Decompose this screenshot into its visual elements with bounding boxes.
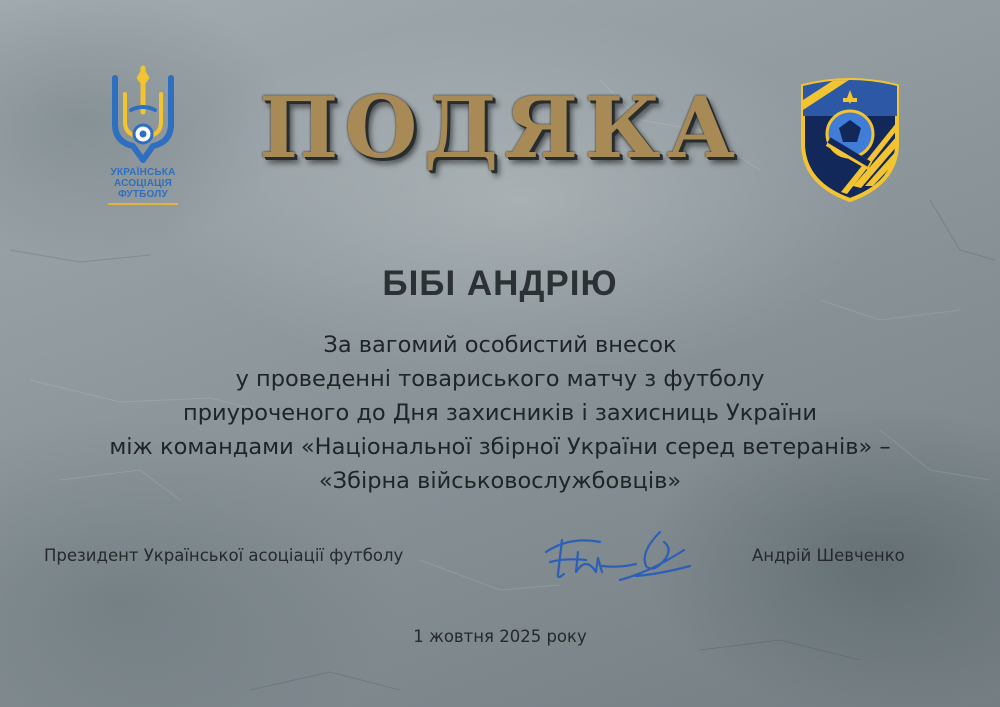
recipient-name: БІБІ АНДРІЮ (382, 264, 618, 303)
uaf-logo-underline (108, 203, 178, 205)
signatory-name: Андрій Шевченко (752, 546, 905, 565)
uaf-logo-line-1: УКРАЇНСЬКА (110, 167, 176, 178)
body-line-3: приуроченого до Дня захисників і захисниць України (183, 400, 817, 426)
certificate-body (20, 328, 980, 498)
certificate-title: ПОДЯКА (258, 78, 742, 177)
body-line-5: «Збірна військовослужбовців» (318, 468, 682, 494)
body-line-4: між командами «Національної збірної України серед ветеранів» – (109, 434, 891, 460)
signatory-position: Президент Української асоціації футболу (44, 546, 404, 565)
body-line-2: у проведенні товариського матчу з футболу (235, 366, 765, 392)
handwritten-signature-icon (540, 522, 700, 588)
uaf-logo-line-3: ФУТБОЛУ (118, 189, 168, 200)
uaf-logo-line-2: АСОЦІАЦІЯ (113, 178, 173, 189)
certificate-date: 1 жовтня 2025 року (413, 627, 587, 646)
body-line-1: За вагомий особистий внесок (323, 332, 677, 358)
